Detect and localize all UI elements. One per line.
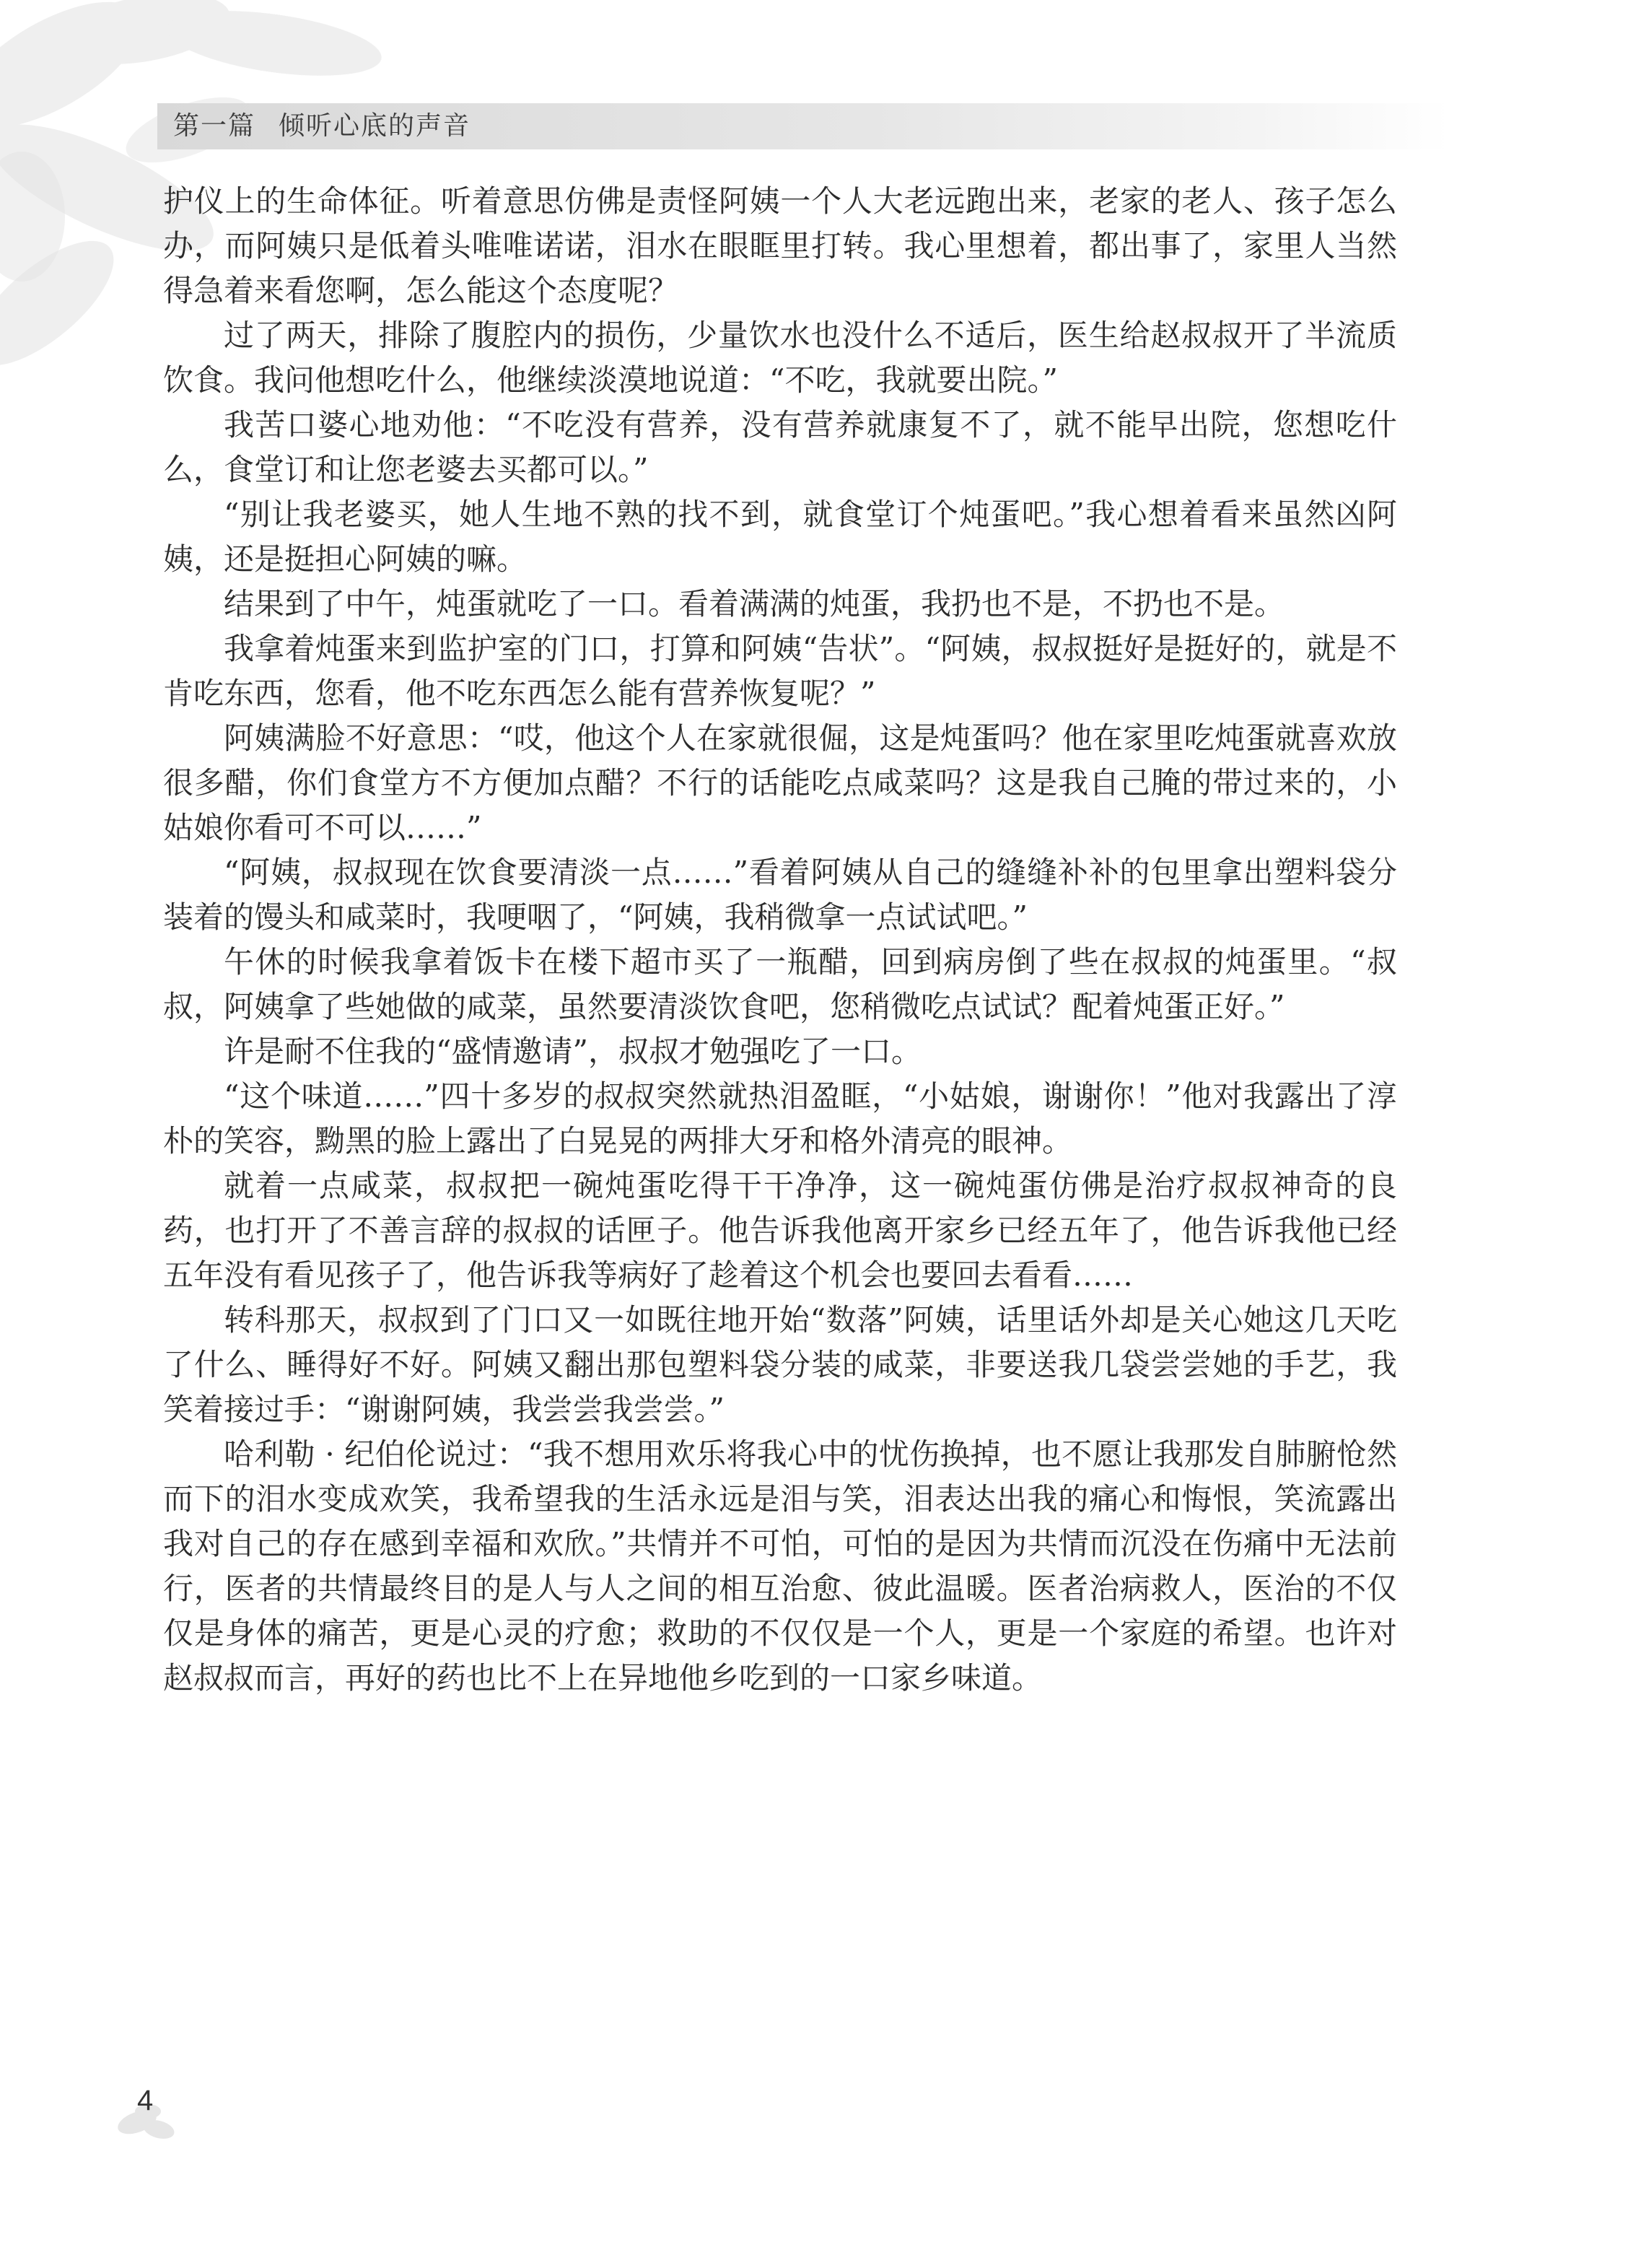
- body-text: [163, 179, 1397, 1701]
- paragraph: 转科那天，叔叔到了门口又一如既往地开始“数落”阿姨，话里话外却是关心她这几天吃了什么、睡得好不好。阿姨又翻出那包塑料袋分装的咸菜，非要送我几袋尝尝她的手艺，我笑着接过手：“谢谢阿姨，我尝尝我尝尝。”: [163, 1302, 1397, 1427]
- page-number-decoration: [108, 2079, 216, 2144]
- paragraph: 午休的时候我拿着饭卡在楼下超市买了一瓶醋，回到病房倒了些在叔叔的炖蛋里。“叔叔，阿姨拿了些她做的咸菜，虽然要清淡饮食吧，您稍微吃点试试？配着炖蛋正好。”: [163, 944, 1397, 1024]
- page-number: 4: [137, 2085, 154, 2116]
- paragraph: “阿姨，叔叔现在饮食要清淡一点……”看着阿姨从自己的缝缝补补的包里拿出塑料袋分装着的馒头和咸菜时，我哽咽了，“阿姨，我稍微拿一点试试吧。”: [163, 855, 1397, 935]
- header-part: 第一篇: [173, 111, 256, 141]
- paragraph: 阿姨满脸不好意思：“哎，他这个人在家就很倔，这是炖蛋吗？他在家里吃炖蛋就喜欢放很多醋，你们食堂方不方便加点醋？不行的话能吃点咸菜吗？这是我自己腌的带过来的，小姑娘你看可不可以……”: [163, 720, 1397, 845]
- paragraph: 我苦口婆心地劝他：“不吃没有营养，没有营养就康复不了，就不能早出院，您想吃什么，食堂订和让您老婆去买都可以。”: [163, 407, 1397, 487]
- paragraph: 就着一点咸菜，叔叔把一碗炖蛋吃得干干净净，这一碗炖蛋仿佛是治疗叔叔神奇的良药，也打开了不善言辞的叔叔的话匣子。他告诉我他离开家乡已经五年了，他告诉我他已经五年没有看见孩子了，他告诉我等病好了趁着这个机会也要回去看看……: [163, 1168, 1397, 1293]
- paragraph: “别让我老婆买，她人生地不熟的找不到，就食堂订个炖蛋吧。”我心想着看来虽然凶阿姨，还是挺担心阿姨的嘛。: [163, 497, 1397, 577]
- paragraph: 哈利勒 · 纪伯伦说过：“我不想用欢乐将我心中的忧伤换掉，也不愿让我那发自肺腑怆然而下的泪水变成欢笑，我希望我的生活永远是泪与笑，泪表达出我的痛心和悔恨，笑流露出我对自己的存在感到幸福和欢欣。”共情并不可怕，可怕的是因为共情而沉没在伤痛中无法前行，医者的共情最终目的是人与人之间的相互治愈、彼此温暖。医者治病救人，医治的不仅仅是身体的痛苦，更是心灵的疗愈；救助的不仅仅是一个人，更是一个家庭的希望。也许对赵叔叔而言，再好的药也比不上在异地他乡吃到的一口家乡味道。: [163, 1436, 1397, 1696]
- paragraph: 我拿着炖蛋来到监护室的门口，打算和阿姨“告状”。“阿姨，叔叔挺好是挺好的，就是不肯吃东西，您看，他不吃东西怎么能有营养恢复呢？”: [163, 631, 1397, 711]
- header-title: 倾听心底的声音: [279, 111, 471, 141]
- running-header: [173, 110, 494, 143]
- paragraph: 护仪上的生命体征。听着意思仿佛是责怪阿姨一个人大老远跑出来，老家的老人、孩子怎么办，而阿姨只是低着头唯唯诺诺，泪水在眼眶里打转。我心里想着，都出事了，家里人当然得急着来看您啊，怎么能这个态度呢？: [163, 183, 1397, 308]
- paragraph: “这个味道……”四十多岁的叔叔突然就热泪盈眶，“小姑娘，谢谢你！”他对我露出了淳朴的笑容，黝黑的脸上露出了白晃晃的两排大牙和格外清亮的眼神。: [163, 1078, 1397, 1159]
- paragraph: 结果到了中午，炖蛋就吃了一口。看着满满的炖蛋，我扔也不是，不扔也不是。: [224, 586, 1285, 621]
- paragraph: 许是耐不住我的“盛情邀请”，叔叔才勉强吃了一口。: [224, 1034, 922, 1069]
- paragraph: 过了两天，排除了腹腔内的损伤，少量饮水也没什么不适后，医生给赵叔叔开了半流质饮食。我问他想吃什么，他继续淡漠地说道：“不吃，我就要出院。”: [163, 318, 1397, 398]
